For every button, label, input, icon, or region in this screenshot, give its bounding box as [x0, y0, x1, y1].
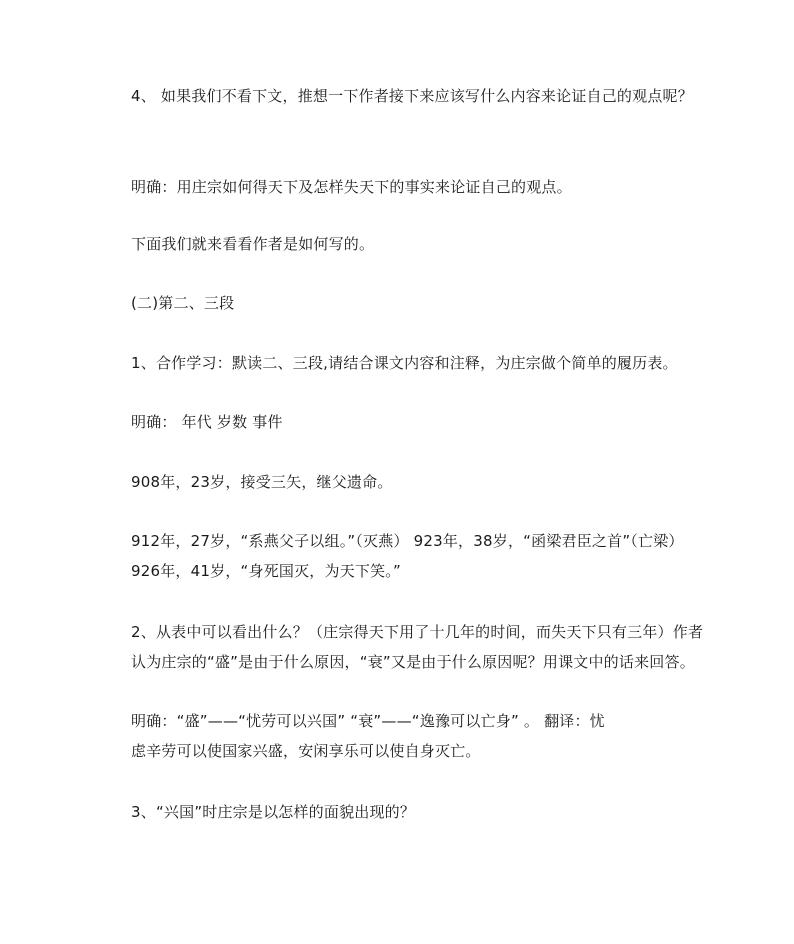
timeline-row-908: 908年，23岁，接受三矢，继父遗命。	[131, 473, 393, 491]
answer-2-line-1: 明确：“盛”——“忧劳可以兴国” “衰”——“逸豫可以亡身” 。 翻译：忧	[131, 712, 605, 730]
transition-text: 下面我们就来看看作者是如何写的。	[131, 235, 375, 253]
timeline-row-926: 926年，41岁，“身死国灭，为天下笑。”	[131, 562, 401, 580]
task-3: 3、“兴国”时庄宗是以怎样的面貌出现的？	[131, 803, 416, 821]
answer-2-line-2: 虑辛劳可以使国家兴盛，安闲享乐可以使自身灭亡。	[131, 742, 481, 760]
timeline-row-912-923: 912年，27岁，“系燕父子以组。”（灭燕） 923年，38岁，“函梁君臣之首”（亡梁）	[131, 532, 684, 550]
task-1: 1、合作学习：默读二、三段,请结合课文内容和注释，为庄宗做个简单的履历表。	[131, 354, 678, 372]
task-2-line-2: 认为庄宗的“盛”是由于什么原因，“衰”又是由于什么原因呢？用课文中的话来回答。	[131, 653, 695, 671]
table-header: 明确： 年代 岁数 事件	[131, 413, 283, 431]
task-2-line-1: 2、从表中可以看出什么？（庄宗得天下用了十几年的时间，而失天下只有三年）作者	[131, 623, 704, 641]
question-4-answer: 明确：用庄宗如何得天下及怎样失天下的事实来论证自己的观点。	[131, 178, 572, 196]
question-4: 4、 如果我们不看下文，推想一下作者接下来应该写什么内容来论证自己的观点呢？	[131, 87, 693, 105]
section-heading: (二)第二、三段	[131, 294, 235, 312]
